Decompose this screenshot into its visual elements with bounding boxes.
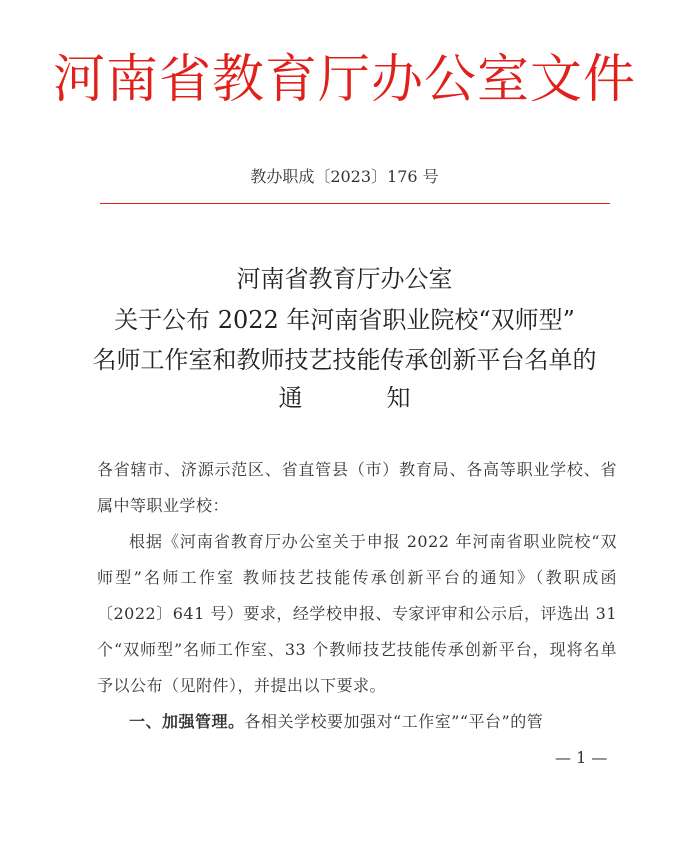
- page-number: — 1 —: [555, 748, 608, 767]
- document-issuer-header: 河南省教育厅办公室文件: [52, 50, 636, 110]
- body-paragraph-1: 根据《河南省教育厅办公室关于申报 2022 年河南省职业院校“双师型”名师工作室 教师技艺技能传承创新平台的通知》（教职成函〔2022〕641 号）要求，经学校申报、专家评审和公示后，评选出 31 个“双师型”名师工作室、33 个教师技艺技能传承创新平台，现将名单予以公布（见附件），并提出以下要求。: [97, 532, 617, 695]
- title-line-4: [0, 381, 689, 415]
- document-body: [97, 452, 617, 740]
- section-1-paragraph: [97, 704, 617, 740]
- title-line-3: 名师工作室和教师技艺技能传承创新平台名单的: [92, 346, 597, 374]
- red-divider-line: [100, 203, 610, 204]
- title-line-1: 河南省教育厅办公室: [236, 265, 453, 293]
- title-word-zhi: 知: [386, 384, 411, 412]
- addressees-paragraph: 各省辖市、济源示范区、省直管县（市）教育局、各高等职业学校、省属中等职业学校：: [97, 460, 617, 515]
- title-word-tong: 通: [278, 384, 303, 412]
- section-1-heading: 一、加强管理。: [129, 712, 245, 731]
- section-1-text: 各相关学校要加强对“工作室”“平台”的管: [244, 712, 544, 731]
- document-number: 教办职成〔2023〕176 号: [250, 167, 439, 186]
- title-line-2: 关于公布 2022 年河南省职业院校“双师型”: [114, 306, 575, 334]
